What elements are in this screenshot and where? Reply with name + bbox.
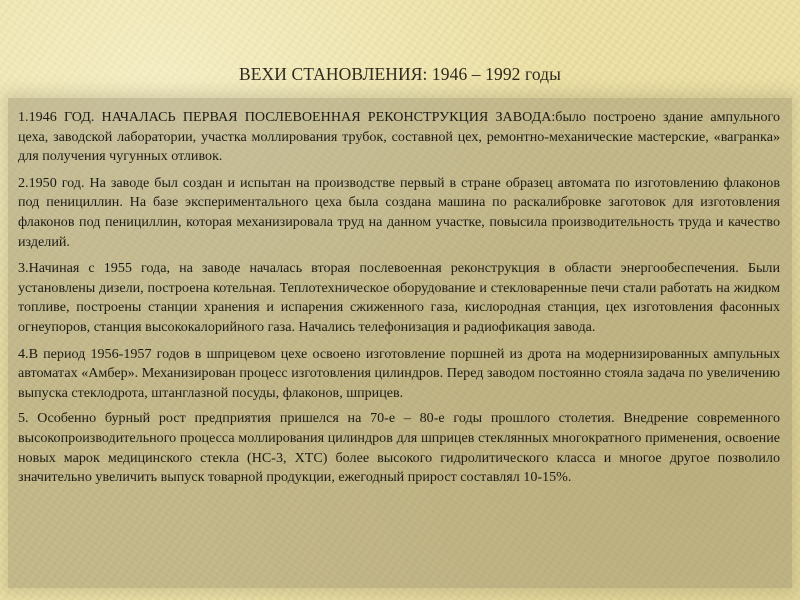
- content-text: [18, 108, 780, 495]
- paragraph-1946: 1.1946 ГОД. НАЧАЛАСЬ ПЕРВАЯ ПОСЛЕВОЕННАЯ РЕКОНСТРУКЦИЯ ЗАВОДА:было построено здание ампульного цеха, заводской лаборатории, участка моллирования трубок, составной цех, ремонтно-механические мастерские, «вагранка» для получения чугунных отливок.: [18, 109, 780, 165]
- slide-title: ВЕХИ СТАНОВЛЕНИЯ: 1946 – 1992 годы: [238, 64, 562, 84]
- paragraph-1950: 2.1950 год. На заводе был создан и испытан на производстве первый в стране образец автомата по изготовлению флаконов под пенициллин. На базе экспериментального цеха была создана машина по раскалибровке заготовок для изготовления флаконов под пенициллин, которая механизировала труд на данном участке, повысила производительность труда и качество изделий.: [18, 174, 780, 250]
- paragraph-1955: 3.Начиная с 1955 года, на заводе началась вторая послевоенная реконструкция в области энергообеспечения. Были установлены дизели, построена котельная. Теплотехническое оборудование и стекловаренные печи стали работать на жидком топливе, построены станции хранения и испарения сжиженного газа, кислородная станция, цех изготовления фасонных огнеупоров, станция высококалорийного газа. Начались телефонизация и радиофикация завода.: [18, 260, 780, 335]
- paragraph-1956-1957: 4.В период 1956-1957 годов в шприцевом цехе освоено изготовление поршней из дрота на модернизированных ампульных автоматах «Амбер». Механизирован процесс изготовления цилиндров. Перед заводом постоянно стояла задача по увеличению выпуска стеклодрота, штанглазной посуды, флаконов, шприцев.: [18, 345, 780, 401]
- paragraph-70s-80s: 5. Особенно бурный рост предприятия пришелся на 70-е – 80-е годы прошлого столетия. Внедрение современного высокопроизводительного процесса моллирования цилиндров для шприцев стеклянных многократного применения, освоение новых марок медицинского стекла (НС-3, ХТС) более высокого гидролитического класса и многое другое позволило значительно увеличить выпуск товарной продукции, ежегодный прирост составлял 10-15%.: [18, 410, 780, 486]
